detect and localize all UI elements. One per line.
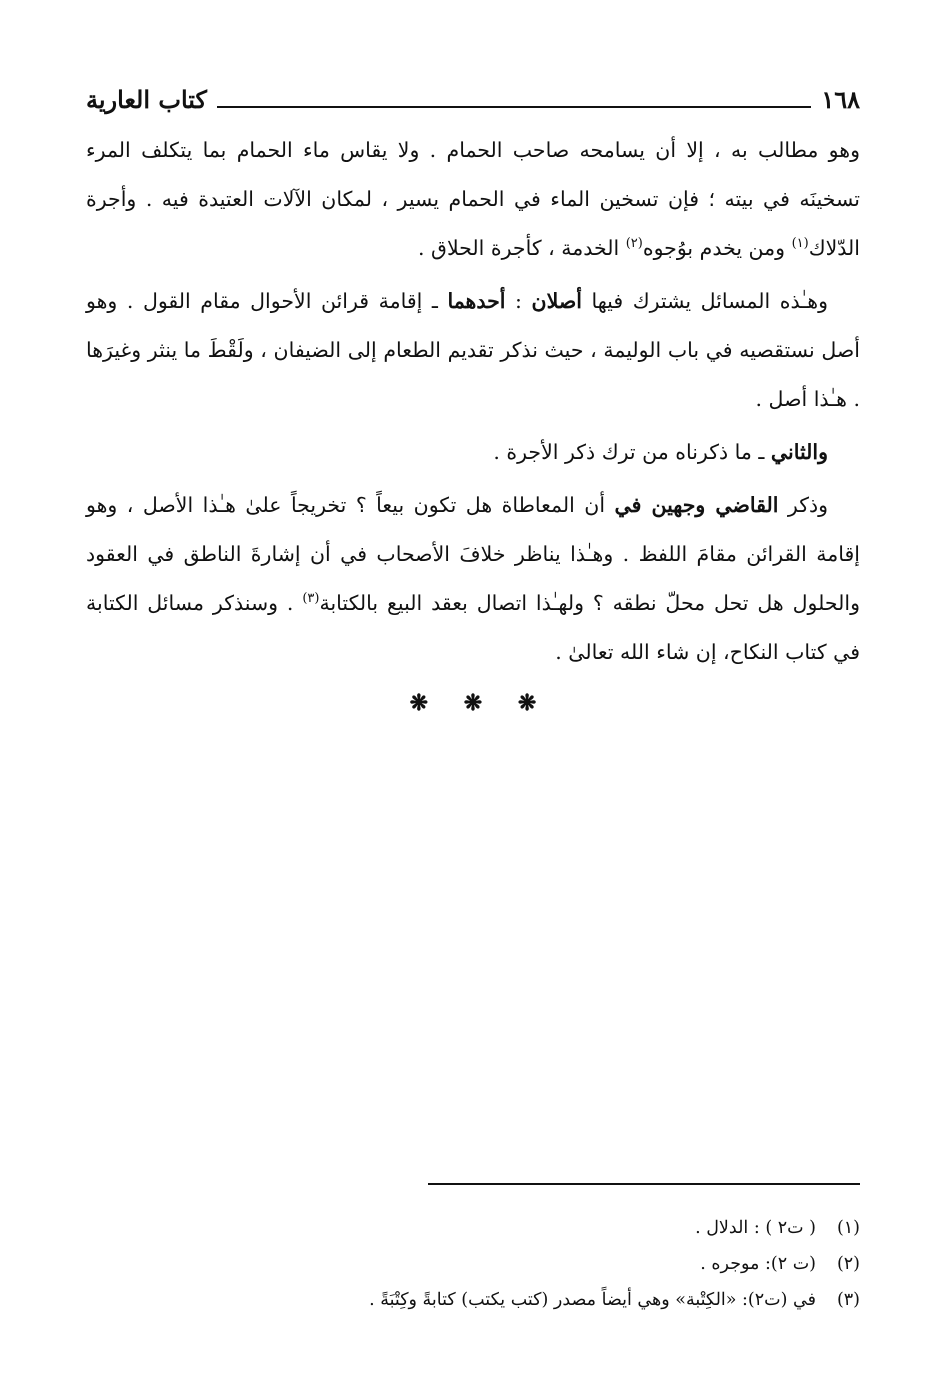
text-run: . وسنذكر xyxy=(212,591,303,615)
text-run: الخدمة ، كأجرة الحلاق . xyxy=(418,236,626,260)
section-divider-stars xyxy=(86,683,860,723)
footnote-number: (٢) xyxy=(836,1254,860,1274)
footnote-3 xyxy=(86,1282,860,1318)
chapter-title: كتاب العارية xyxy=(86,85,207,114)
paragraph-2 xyxy=(86,277,860,424)
footnote-ref-2: (٢) xyxy=(625,236,643,252)
text-line: ما ينثر وغيرَها . هـٰذا أصل . xyxy=(86,338,860,411)
footnote-text: في (ت٢): «الكِتْبة» وهي أيضاً مصدر (كتب يكتب) كتابةً وكِتْبَةً . xyxy=(369,1290,816,1310)
footnote-number: (٣) xyxy=(836,1290,860,1310)
footnote-separator xyxy=(428,1183,860,1185)
footnote-ref-3: (٣) xyxy=(302,591,320,607)
bold-term-thani: والثاني xyxy=(770,440,828,464)
bold-term-qadi: القاضي وجهين في xyxy=(614,493,779,517)
footnotes xyxy=(86,1210,860,1318)
text-line: وهو إقامة القرائن مقامَ اللفظ . وهـٰذا يناظر خلافَ الأصحاب في أن إشارةَ الناطق في xyxy=(86,493,860,566)
header-rule xyxy=(217,106,811,108)
paragraph-1 xyxy=(86,126,860,273)
text-run: ـ ما ذكرناه من ترك ذكر الأجرة . xyxy=(493,440,771,464)
footnote-2 xyxy=(86,1246,860,1282)
text-line: وهو مطالب به ، إلا أن يسامحه صاحب الحمام . ولا يقاس ماء الحمام بما يتكلف xyxy=(141,138,860,162)
footnote-text: ( ت٢ ) : الدلال . xyxy=(695,1218,816,1238)
text-line: المرء تسخينَه في بيته ؛ فإن تسخين الماء في الحمام يسير ، لمكان الآلات العتيدة فيه . xyxy=(86,138,860,211)
text-line: مسائل الكتابة في كتاب النكاح، إن شاء الله تعالىٰ . xyxy=(86,591,860,664)
text-run: وذكر xyxy=(778,493,828,517)
text-run: أن المعاطاة هل تكون بيعاً ؟ تخريجاً علىٰ هـٰذا الأصل ، xyxy=(126,493,615,517)
paragraph-4 xyxy=(86,481,860,677)
text-run: ـ إقامة قرائن الأحوال مقام القول . xyxy=(126,289,448,313)
text-run: وهـٰذه المسائل يشترك فيها xyxy=(581,289,828,313)
footnote-ref-1: (١) xyxy=(791,236,809,252)
footnote-number: (١) xyxy=(836,1218,860,1238)
text-run: ومن يخدم بوُجوه xyxy=(642,236,792,260)
bold-term-aslan: أصلان xyxy=(531,289,582,313)
paragraph-3 xyxy=(86,428,860,477)
text-run: العقود والحلول هل تحل محلّ نطقه ؟ ولهـٰذا اتصال بعقد البيع بالكتابة xyxy=(86,542,860,615)
star-ornament: ❋ xyxy=(463,690,483,716)
footnote-1 xyxy=(86,1210,860,1246)
star-ornament: ❋ xyxy=(409,690,429,716)
text-line: وهو أصل نستقصيه في باب الوليمة ، حيث نذكر تقديم الطعام إلى الضيفان ، ولَقْطَ xyxy=(86,289,860,362)
bold-term-ahaduhuma: أحدهما xyxy=(447,289,506,313)
footnote-text: (ت ٢): موجره . xyxy=(700,1254,816,1274)
main-text xyxy=(86,126,860,723)
text-run: وأجرة الدّلاك xyxy=(86,187,860,260)
text-run: : xyxy=(505,289,532,313)
page-number: ١٦٨ xyxy=(821,85,860,114)
star-ornament: ❋ xyxy=(517,690,537,716)
book-page xyxy=(86,78,860,1318)
running-header xyxy=(86,78,860,118)
